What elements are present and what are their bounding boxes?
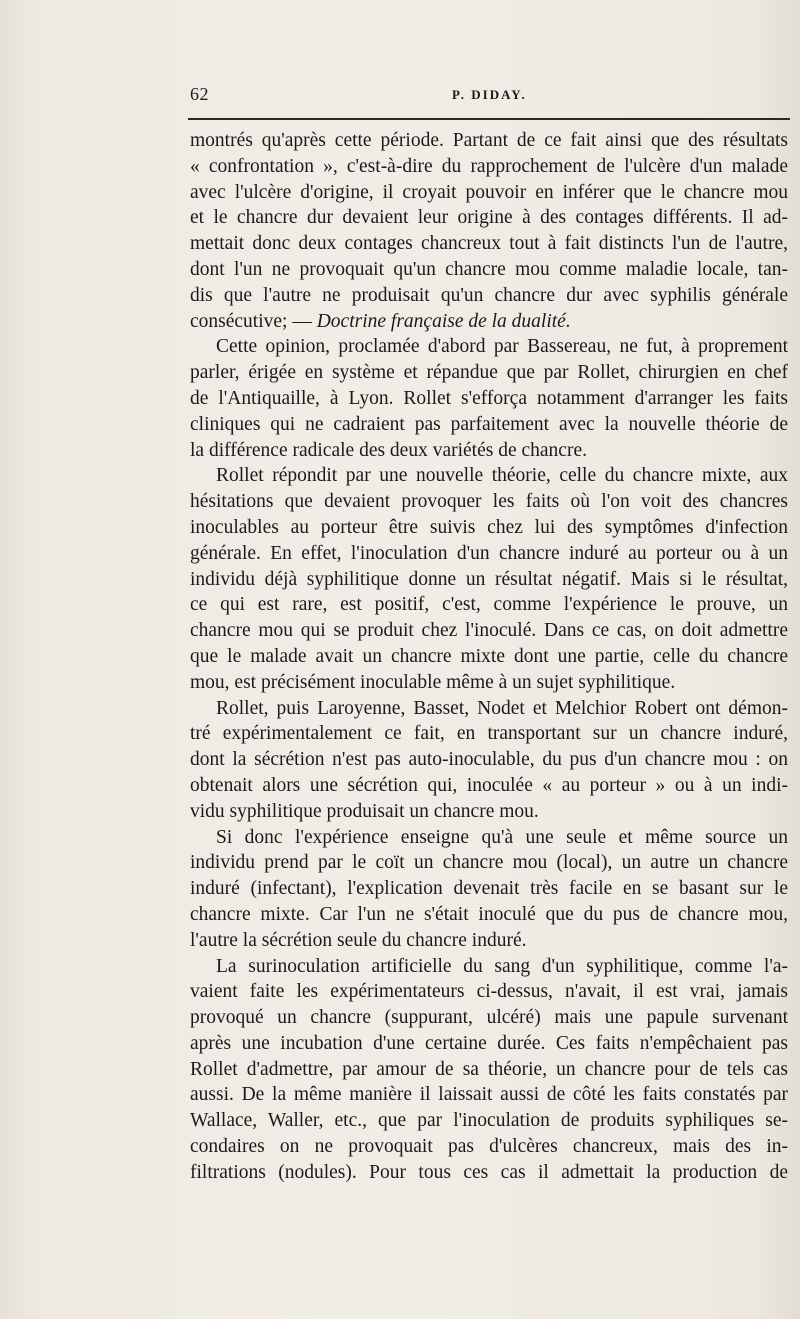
text-line-content: dont la sécrétion n'est pas auto-inoculable, du pus d'un chancre mou : on: [190, 749, 788, 771]
text-line: [190, 1057, 788, 1083]
text-line-content: individu déjà syphilitique donne un résultat négatif. Mais si le résultat,: [190, 568, 788, 590]
text-line: [190, 696, 788, 722]
text-line-content: mettait donc deux contages chancreux tout à fait distincts l'un de l'autre,: [190, 233, 788, 255]
text-line-content: aussi. De la même manière il laissait aussi de côté les faits constatés par: [190, 1084, 788, 1106]
text-line: [190, 205, 788, 231]
text-line-content: dis que l'autre ne produisait qu'un chancre dur avec syphilis générale: [190, 284, 788, 306]
text-line: [190, 670, 788, 696]
text-line-content: La surinoculation artificielle du sang d'un syphilitique, comme l'a-: [216, 955, 788, 977]
text-line: [190, 747, 788, 773]
text-line: [190, 902, 788, 928]
text-line: [190, 1108, 788, 1134]
text-line-content: parler, érigée en système et répandue que par Rollet, chirurgien en chef: [190, 362, 788, 384]
text-line: [190, 773, 788, 799]
text-line-content: cliniques qui ne cadraient pas parfaitement avec la nouvelle théorie de: [190, 413, 788, 435]
text-line: [190, 1160, 788, 1186]
text-line-content: tré expérimentalement ce fait, en transportant sur un chancre induré,: [190, 723, 788, 745]
body-text: [190, 128, 788, 1186]
text-line: [190, 592, 788, 618]
text-line-content: générale. En effet, l'inoculation d'un chancre induré au porteur ou à un: [190, 542, 788, 564]
text-line-content: Rollet d'admettre, par amour de sa théorie, un chancre pour de tels cas: [190, 1058, 788, 1080]
text-line: [190, 979, 788, 1005]
text-line-content: mou, est précisément inoculable même à un sujet syphilitique.: [190, 671, 676, 693]
text-line-content: avec l'ulcère d'origine, il croyait pouvoir en inférer que le chancre mou: [190, 181, 788, 203]
text-line-content: Rollet, puis Laroyenne, Basset, Nodet et Melchior Robert ont démon-: [216, 697, 788, 719]
text-line: [190, 825, 788, 851]
text-line: [190, 463, 788, 489]
text-line: [190, 438, 788, 464]
text-line-content: et le chancre dur devaient leur origine à des contages différents. Il ad-: [190, 207, 788, 229]
text-line-content: filtrations (nodules). Pour tous ces cas il admettait la production de: [190, 1161, 788, 1183]
text-line-content: Wallace, Waller, etc., que par l'inoculation de produits syphiliques se-: [190, 1110, 788, 1132]
text-line: [190, 799, 788, 825]
running-head-author: P. DIDAY.: [452, 87, 527, 102]
text-line-content: l'autre la sécrétion seule du chancre induré.: [190, 929, 527, 951]
text-line-content: de l'Antiquaille, à Lyon. Rollet s'efforça notamment d'arranger les faits: [190, 387, 788, 409]
text-line-content: condaires on ne provoquait pas d'ulcères chancreux, mais des in-: [190, 1136, 788, 1158]
text-line-content: ce qui est rare, est positif, c'est, comme l'expérience le prouve, un: [190, 594, 788, 616]
text-line: [190, 334, 788, 360]
text-line-content: Cette opinion, proclamée d'abord par Bassereau, ne fut, à proprement: [216, 336, 788, 358]
text-line-content: Rollet répondit par une nouvelle théorie, celle du chancre mixte, aux: [216, 465, 788, 487]
text-line-content: vaient faite les expérimentateurs ci-dessus, n'avait, il est vrai, jamais: [190, 981, 788, 1003]
text-line: [190, 231, 788, 257]
text-line: [190, 1134, 788, 1160]
text-line-content: montrés qu'après cette période. Partant de ce fait ainsi que des résultats: [190, 130, 788, 151]
text-line: [190, 567, 788, 593]
text-line: [190, 360, 788, 386]
running-head: [190, 84, 790, 108]
text-line: [190, 489, 788, 515]
text-line-content: la différence radicale des deux variétés de chancre.: [190, 439, 587, 461]
text-line: [190, 954, 788, 980]
text-line: [190, 1031, 788, 1057]
text-line: [190, 154, 788, 180]
text-line-content: individu prend par le coït un chancre mou (local), un autre un chancre: [190, 852, 788, 874]
text-line: [190, 180, 788, 206]
text-line: [190, 257, 788, 283]
text-line: [190, 309, 788, 335]
text-line: [190, 928, 788, 954]
text-line-content: « confrontation », c'est-à-dire du rapprochement de l'ulcère d'un malade: [190, 155, 788, 177]
text-line: [190, 128, 788, 154]
text-line: [190, 850, 788, 876]
text-line-content: Si donc l'expérience enseigne qu'à une seule et même source un: [216, 826, 788, 848]
text-line: [190, 1082, 788, 1108]
text-line: [190, 386, 788, 412]
text-line: [190, 1005, 788, 1031]
text-line: [190, 412, 788, 438]
text-line-content: induré (infectant), l'explication devenait très facile en se basant sur le: [190, 878, 788, 900]
text-line-content: provoqué un chancre (suppurant, ulcéré) mais une papule survenant: [190, 1007, 788, 1029]
text-line: [190, 618, 788, 644]
page-number: 62: [190, 84, 209, 104]
text-line-content: hésitations que devaient provoquer les faits où l'on voit des chancres: [190, 491, 788, 513]
text-line-content: consécutive; —: [190, 310, 317, 332]
text-line: [190, 721, 788, 747]
text-line-content: après une incubation d'une certaine durée. Ces faits n'empêchaient pas: [190, 1032, 788, 1054]
header-rule: [188, 118, 790, 120]
text-line-content: chancre mou qui se produit chez l'inoculé. Dans ce cas, on doit admettre: [190, 620, 788, 642]
italic-phrase: Doctrine française de la dualité.: [316, 310, 571, 332]
text-line: [190, 876, 788, 902]
text-line-content: vidu syphilitique produisait un chancre mou.: [190, 800, 539, 822]
text-line-content: inoculables au porteur être suivis chez lui des symptômes d'infection: [190, 516, 788, 538]
text-line-content: que le malade avait un chancre mixte dont une partie, celle du chancre: [190, 645, 788, 667]
text-line-content: chancre mixte. Car l'un ne s'était inoculé que du pus de chancre mou,: [190, 903, 788, 925]
text-line: [190, 515, 788, 541]
text-line-content: dont l'un ne provoquait qu'un chancre mou comme maladie locale, tan-: [190, 258, 788, 280]
text-line: [190, 541, 788, 567]
text-line-content: obtenait alors une sécrétion qui, inoculée « au porteur » ou à un indi-: [190, 774, 788, 796]
text-line: [190, 283, 788, 309]
text-line: [190, 644, 788, 670]
